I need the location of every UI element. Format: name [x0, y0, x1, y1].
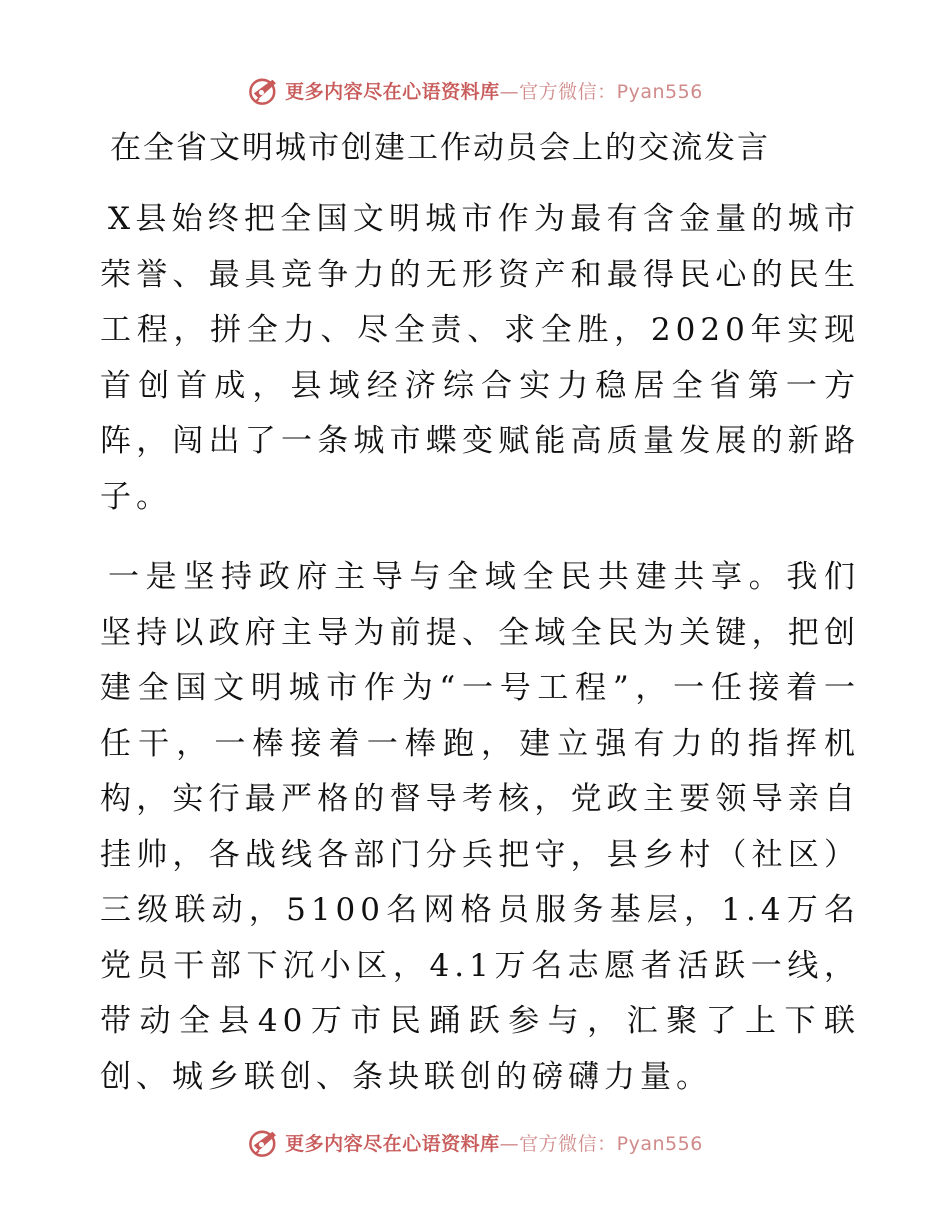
watermark-footer: [0, 1124, 950, 1160]
watermark-contact-text: —官方微信：Pyan556: [499, 80, 703, 103]
watermark-main-text: 更多内容尽在心语资料库: [285, 80, 500, 103]
document-title: 在全省文明城市创建工作动员会上的交流发言: [110, 130, 770, 166]
watermark-contact-text: —官方微信：Pyan556: [499, 1132, 703, 1155]
quill-seal-icon: [247, 73, 281, 107]
paragraph-intro: X县始终把全国文明城市作为最有含金量的城市荣誉、最具竞争力的无形资产和最得民心的民生工程，拼全力、尽全责、求全胜，2020年实现首创首成，县域经济综合实力稳居全省第一方阵，闯出了一条城市蝶变赋能高质量发展的新路子。: [100, 201, 860, 515]
paragraph-point-one: 一是坚持政府主导与全域全民共建共享。我们坚持以政府主导为前提、全域全民为关键，把创建全国文明城市作为“一号工程”，一任接着一任干，一棒接着一棒跑，建立强有力的指挥机构，实行最严格的督导考核，党政主要领导亲自挂帅，各战线各部门分兵把守，县乡村（社区）三级联动，5100名网格员服务基层，1.4万名党员干部下沉小区，4.1万名志愿者活跃一线，带动全县40万市民踊跃参与，汇聚了上下联创、城乡联创、条块联创的磅礴力量。: [100, 559, 860, 1095]
watermark-main-text: 更多内容尽在心语资料库: [285, 1132, 500, 1155]
watermark-header: [0, 72, 950, 108]
document-body: [100, 124, 860, 1105]
quill-seal-icon: [247, 1125, 281, 1159]
